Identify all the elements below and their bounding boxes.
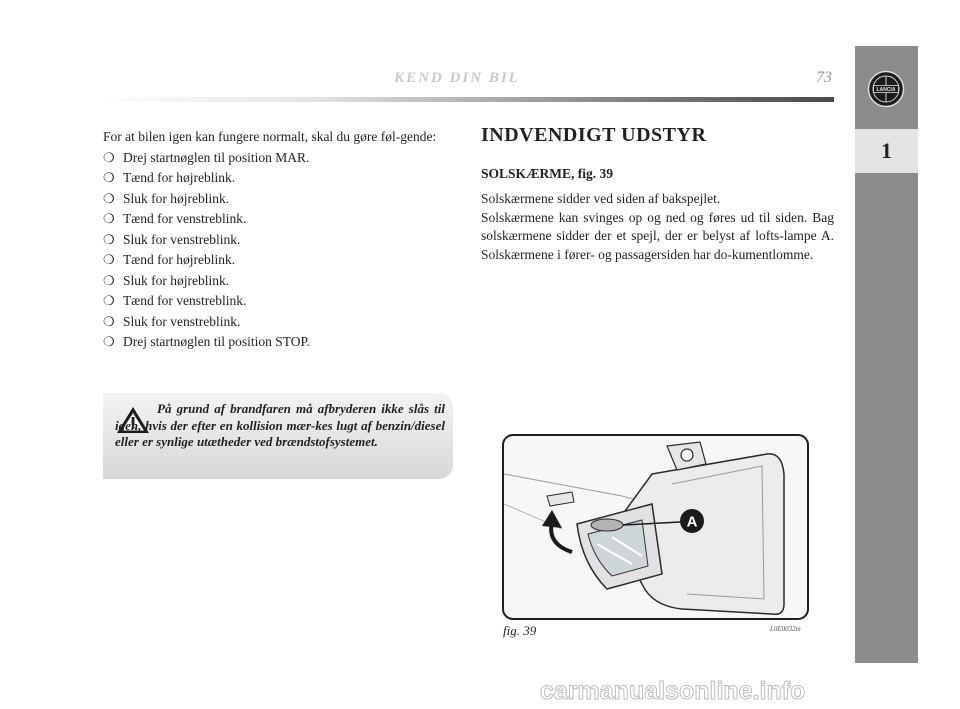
header-rule — [100, 97, 834, 102]
bullet-icon: ❍ — [103, 272, 115, 288]
list-item: ❍ Tænd for venstreblink. — [103, 209, 453, 230]
list-item: ❍ Sluk for højreblink. — [103, 271, 453, 292]
list-item: ❍ Tænd for venstreblink. — [103, 291, 453, 312]
paragraph: Solskærmene kan svinges op og ned og føres ud til siden. Bag solskærmene sidder der et spejl, der er belyst af lofts-lampe A. Solskærmene i fører- og passagersiden har do-kumentlomme. — [481, 209, 834, 262]
warning-box — [103, 393, 453, 479]
bullet-icon: ❍ — [103, 334, 115, 349]
bullet-icon: ❍ — [103, 231, 115, 247]
running-header-title: KEND DIN BIL — [394, 70, 520, 86]
sun-visor-illustration — [502, 434, 809, 620]
figure-code: L0E0032m — [770, 625, 801, 633]
section-heading: INDVENDIGT UDSTYR — [481, 124, 707, 146]
steps-list — [103, 148, 453, 353]
body-text — [481, 190, 834, 264]
figure-caption: fig. 39 — [503, 623, 537, 638]
bullet-icon: ❍ — [103, 190, 115, 206]
list-item: ❍ Drej startnøglen til position STOP. — [103, 332, 453, 353]
bullet-icon: ❍ — [103, 170, 115, 185]
warning-text: På grund af brandfaren må afbryderen ikke slås til igen, hvis der efter en kollision mær-kes lugt af benzin/diesel eller er synlige utætheder ved brændstofsystemet. — [115, 401, 445, 449]
bullet-icon: ❍ — [103, 293, 115, 308]
list-item: ❍ Sluk for højreblink. — [103, 189, 453, 210]
sub-heading: SOLSKÆRME, fig. 39 — [481, 166, 614, 181]
bullet-icon: ❍ — [103, 313, 115, 329]
bullet-icon: ❍ — [103, 211, 115, 226]
list-item: ❍ Sluk for venstreblink. — [103, 312, 453, 333]
list-item: ❍ Sluk for venstreblink. — [103, 230, 453, 251]
intro-paragraph: For at bilen igen kan fungere normalt, skal du gøre føl-gende: — [103, 129, 437, 144]
chapter-number: 1 — [855, 129, 918, 173]
list-item: ❍ Tænd for højreblink. — [103, 250, 453, 271]
list-item: ❍ Drej startnøglen til position MAR. — [103, 148, 453, 169]
watermark: carmanualsonline.info — [540, 677, 806, 705]
lancia-logo-icon — [867, 70, 905, 108]
bullet-icon: ❍ — [103, 149, 115, 165]
bullet-icon: ❍ — [103, 252, 115, 267]
left-column — [103, 127, 453, 353]
paragraph: Solskærmene sidder ved siden af bakspejlet. — [481, 191, 721, 206]
list-item: ❍ Tænd for højreblink. — [103, 168, 453, 189]
callout-a-label: A — [686, 513, 698, 531]
logo-lettering: LANCIA — [876, 87, 896, 93]
page-number: 73 — [816, 69, 832, 86]
